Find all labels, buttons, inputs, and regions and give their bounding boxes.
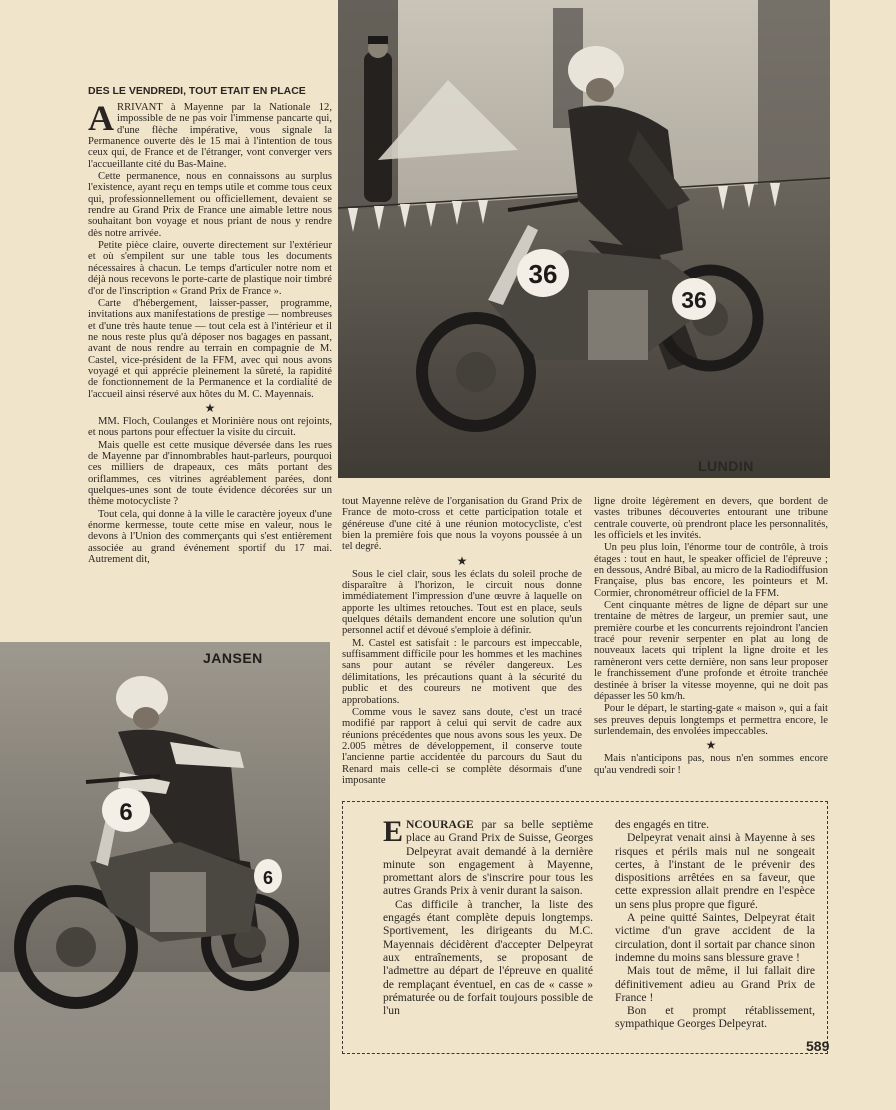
box-column-right [615, 818, 815, 1031]
paragraph: ligne droite légèrement en devers, que bordent de vastes tribunes découvertes entourant une tribune centrale couverte, où prendront place les personnalités, les officiels et les invités. [594, 496, 828, 542]
separator-star-icon: ★ [456, 553, 468, 568]
separator-star-icon: ★ [204, 400, 216, 415]
drop-cap: E [383, 815, 404, 848]
paragraph: ENCOURAGE par sa belle septième place au Grand Prix de Suisse, Georges Delpeyrat avait demandé à la dernière minute son engagement à Mayenne, promettant alors de s'inscrire pour tous les autres Grands Prix à venir durant la saison. [383, 815, 593, 898]
paragraph: des engagés en titre. [615, 818, 710, 831]
article-column-2 [342, 496, 582, 787]
bike-number-rear: 36 [681, 287, 707, 313]
photo-lundin [338, 0, 830, 478]
photo-caption-lundin: LUNDIN [698, 458, 754, 474]
boxed-article [342, 801, 828, 1054]
paragraph: Pour le départ, le starting-gate « maison », qui a fait ses preuves depuis longtemps et permettra encore, le surlendemain, des envolées impeccables. [594, 703, 828, 737]
paragraph: Cas difficile à trancher, la liste des engagés étant complète depuis longtemps. Sportivement, les dirigeants du M.C. Mayennais décidèrent d'accepter Delpeyrat aux entraînements, se proposant de l'admettre au départ de l'épreuve en qualité de remplaçant éventuel, en cas de « casse » prématurée ou de forfait toujours possible de l'un [383, 897, 593, 1018]
bike-number-rear: 6 [262, 868, 274, 888]
bike-number-front: 36 [528, 259, 558, 289]
paragraph: Mais n'anticipons pas, nous n'en sommes encore qu'au vendredi soir ! [594, 753, 828, 776]
article-column-1 [88, 86, 332, 566]
paragraph: Mais tout de même, il lui fallait dire définitivement adieu au Grand Prix de France ! [615, 964, 815, 1004]
photo-jansen-illustration [0, 642, 330, 1110]
separator-star-icon: ★ [705, 738, 717, 753]
paragraph: Un peu plus loin, l'énorme tour de contrôle, à trois étages : tout en haut, le speaker officiel de l'épreuve ; en dessous, André Bibal, au micro de la Radiodiffusion Française, plus bas encore, les pointeurs et M. Cormier, chronométreur officiel de la FFM. [594, 542, 829, 599]
lead-word: NCOURAGE [406, 818, 474, 831]
paragraph: Sous le ciel clair, sous les éclats du soleil proche de disparaître à l'horizon, le circuit nous donne immédiatement l'impression d'une œuvre à laquelle on apporte les ultimes retouches. Tout est en place, seuls quelques détails demandent encore une solution qu'un personnel actif et dévoué s'emploie à définir. [342, 568, 582, 637]
paragraph: Mais quelle est cette musique déversée dans les rues de Mayenne par d'innombrables haut-parleurs, pourquoi ces milliers de drapeaux, ces mâts portant des oriflammes, ces vitrines agréablement parées, dont quelques-unes sont de toute évidence décorées sur un thème motocycliste ? [88, 439, 332, 508]
photo-jansen [0, 642, 330, 1110]
paragraph: tout Mayenne relève de l'organisation du Grand Prix de France de moto-cross et cette participation totale et généreuse d'une cité à une réunion motocycliste, c'est bien la première fois que nous la voyons poussée à un tel degré. [342, 496, 582, 553]
article-column-3 [594, 496, 828, 777]
paragraph: ARRIVANT à Mayenne par la Nationale 12, impossible de ne pas voir l'immense pancarte qui, d'une flèche impérative, vous signale la Permanence ouverte dès le 15 mai à l'intention de tous ceux qui, de France et de l'étranger, vont converger vers l'accueillante cité du Bas-Maine. [88, 98, 332, 170]
paragraph: M. Castel est satisfait : le parcours est impeccable, suffisamment difficile pour les hommes et les machines sans pour autant se révéler dangereux. Les délimitations, les précautions quant à la sécurité du public et des coureurs ne motivent que des approbations. [342, 637, 582, 706]
paragraph: Delpeyrat venait ainsi à Mayenne à ses risques et périls mais nul ne songeait certes, à l'instant de le prévenir des dispositions arrêtées en sa faveur, que cette expression allait prendre en l'espèce un sens plus propre que figuré. [615, 831, 815, 911]
paragraph: Tout cela, qui donne à la ville le caractère joyeux d'une énorme kermesse, toute cette mise en valeur, nous le devons à l'Union des commerçants qui s'est entièrement associée au grand événement sportif du 17 mai. Autrement dit, [88, 508, 332, 566]
box-column-left [383, 815, 593, 1018]
paragraph: A peine quitté Saintes, Delpeyrat était victime d'un grave accident de la circulation, dont il sortait par chance sinon indemne du moins sans blessure grave ! [615, 911, 815, 964]
section-heading: DES LE VENDREDI, TOUT ETAIT EN PLACE [88, 85, 306, 97]
paragraph: MM. Floch, Coulanges et Morinière nous ont rejoints, et nous partons pour effectuer la visite du circuit. [88, 415, 332, 439]
paragraph: Bon et prompt rétablissement, sympathique Georges Delpeyrat. [615, 1004, 815, 1031]
paragraph: Carte d'hébergement, laisser-passer, programme, invitations aux manifestations de prestige — nombreuses et d'une très haute tenue — tout cela est à l'intérieur et il ne nous reste plus qu'à déposer nos bagages en passant, avant de nous rendre au terrain en compagnie de M. Castel, vice-président de la FFM, avec qui nous avons voyagé et qui apprécie pleinement la sûreté, la rapidité de fonctionnement de la Permanence et la cordialité de l'accueil ainsi réservé aux hôtes du M. C. Mayennais. [88, 297, 332, 400]
drop-cap: A [88, 98, 114, 138]
page-number: 589 [806, 1038, 830, 1054]
paragraph: Cette permanence, nous en connaissons au surplus l'existence, ayant reçu en temps utile et comme tous ceux qui, professionnellement ou officiellement, devaient se rendre au Grand Prix de France une aimable lettre nous souhaitant bon voyage et nous priant de nous y rendre dès notre arrivée. [88, 171, 332, 239]
photo-caption-jansen: JANSEN [203, 650, 263, 666]
photo-lundin-illustration [338, 0, 830, 478]
paragraph: Petite pièce claire, ouverte directement sur l'extérieur et où s'empilent sur une table tous les documents nécessaires à chacun. Le temps d'articuler notre nom et déjà nous recevons le porte-carte de plastique noir timbré d'or de l'inscription « Grand Prix de France ». [88, 240, 332, 297]
paragraph: Cent cinquante mètres de ligne de départ sur une trentaine de mètres de largeur, un premier saut, une première courbe et les concurrents rejoindront l'ancien tracé pour revenir serpenter en plat au long de nouveaux lacets qui triplent la ligne droite et les ramèneront vers cette dernière, non sans leur proposer le franchissement d'une profonde et étroite tranchée destinée à briser la vitesse moyenne, qui ne doit pas dépasser les 50 km/h. [594, 600, 828, 702]
paragraph: Comme vous le savez sans doute, c'est un tracé modifié par rapport à celui qui servit de cadre aux réunions précédentes que nous avons sous les yeux. De 2.005 mètres de développement, il conserve toute l'ancienne partie accidentée du parcours du Saut du Renard mais celle-ci se complète désormais d'une imposante [342, 706, 582, 786]
bike-number-front: 6 [119, 799, 133, 826]
